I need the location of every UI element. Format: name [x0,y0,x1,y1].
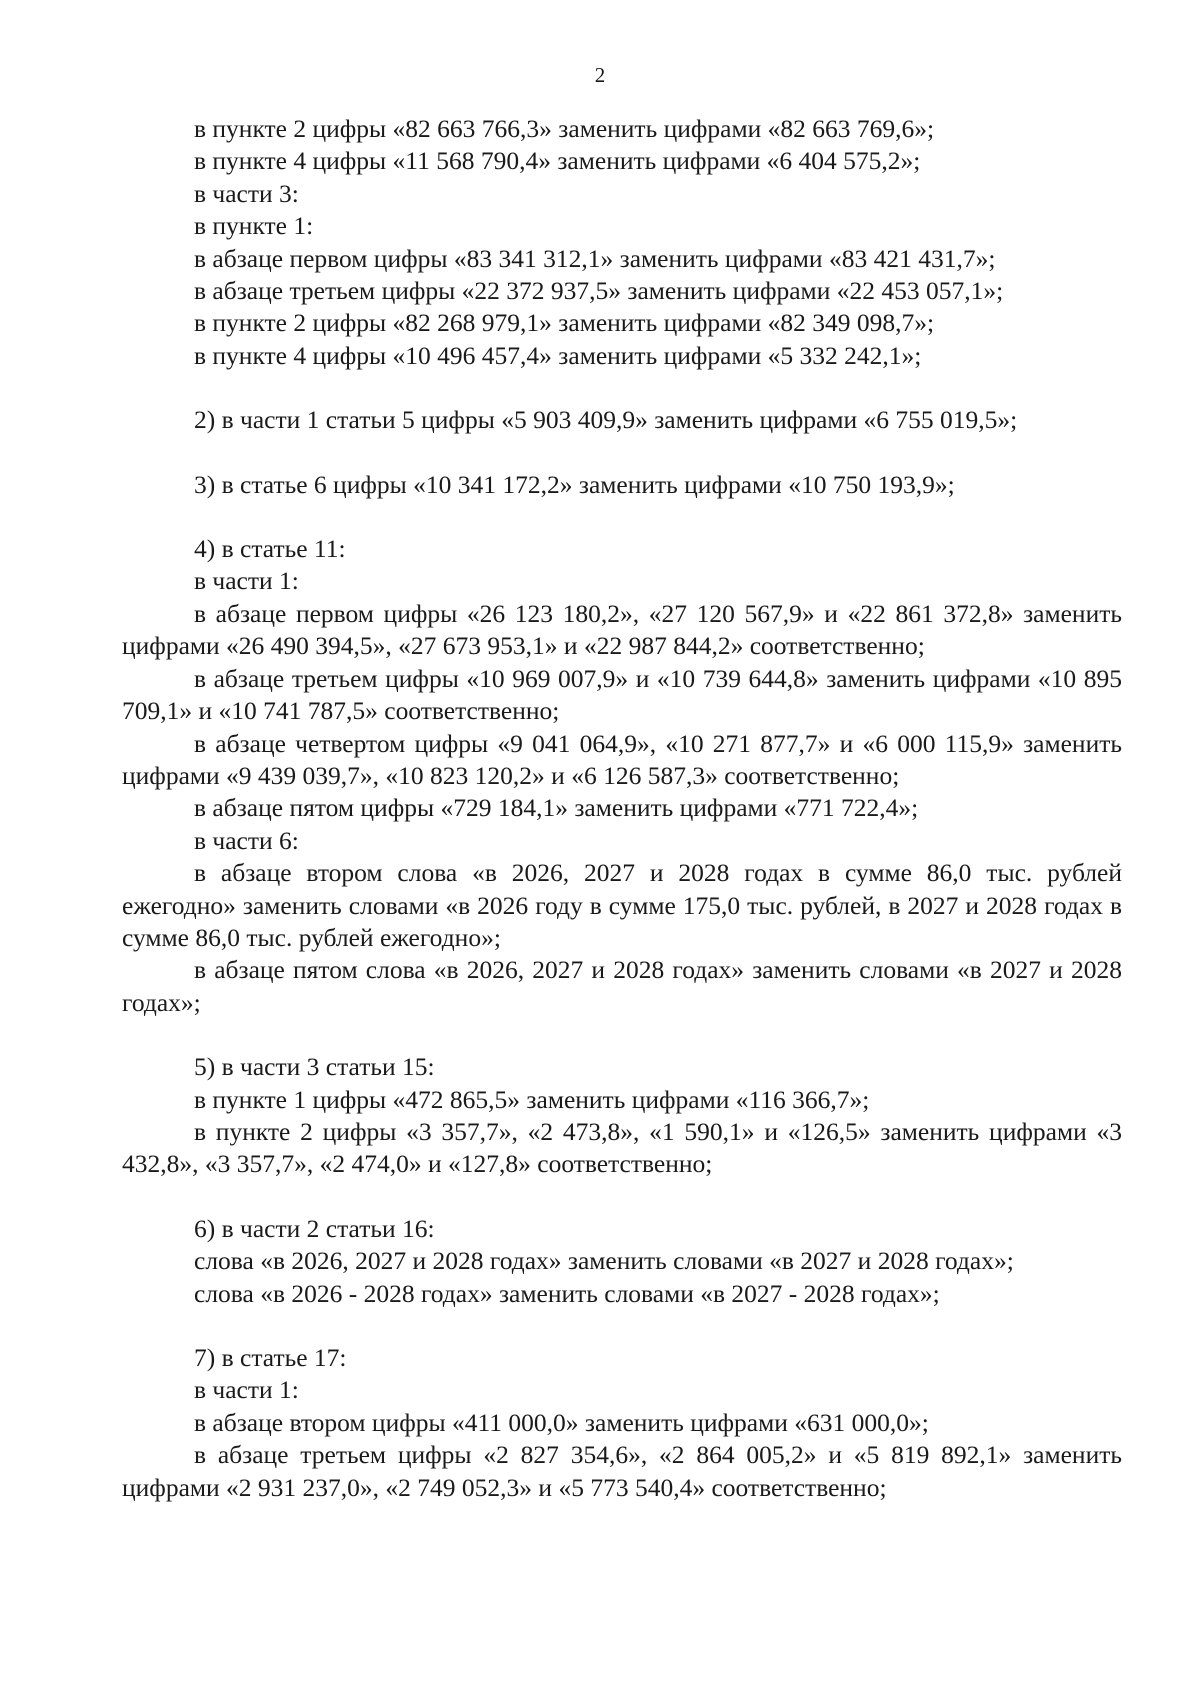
spacer [122,372,1122,404]
paragraph: в абзаце третьем цифры «22 372 937,5» заменить цифрами «22 453 057,1»; [194,276,1004,306]
paragraph: в абзаце первом цифры «26 123 180,2», «27 120 567,9» и «22 861 372,8» заменить цифрами «26 490 394,5», «27 673 953,1» и «22 987 844,2» соответственно; [122,598,1122,661]
paragraph: в пункте 1 цифры «472 865,5» заменить цифрами «116 366,7»; [194,1084,870,1114]
paragraph: в абзаце третьем цифры «2 827 354,6», «2 864 005,2» и «5 819 892,1» заменить цифрами «2 931 237,0», «2 749 052,3» и «5 773 540,4» соответственно; [122,1440,1122,1502]
paragraph: 7) в статье 17: [194,1343,347,1372]
paragraph: 2) в части 1 статьи 5 цифры «5 903 409,9» заменить цифрами «6 755 019,5»; [194,405,1018,435]
paragraph: 4) в статье 11: [194,534,346,564]
paragraph: 6) в части 2 статьи 16: [194,1213,435,1243]
paragraph: в абзаце первом цифры «83 341 312,1» заменить цифрами «83 421 431,7»; [194,243,996,273]
spacer [122,1310,1122,1342]
paragraph: в пункте 1: [194,211,314,241]
paragraph: в абзаце пятом слова «в 2026, 2027 и 2028 годах» заменить словами «в 2027 и 2028 годах»; [122,955,1122,1017]
paragraph: в пункте 4 цифры «10 496 457,4» заменить цифрами «5 332 242,1»; [194,340,922,370]
paragraph: в части 3: [194,178,299,208]
spacer [122,1019,1122,1051]
spacer [122,1181,1122,1213]
paragraph: в абзаце четвертом цифры «9 041 064,9», «10 271 877,7» и «6 000 115,9» заменить цифрами «9 439 039,7», «10 823 120,2» и «6 126 587,3» соответственно; [122,728,1122,790]
paragraph: слова «в 2026, 2027 и 2028 годах» заменить словами «в 2027 и 2028 годах»; [194,1246,1014,1276]
paragraph: в абзаце третьем цифры «10 969 007,9» и «10 739 644,8» заменить цифрами «10 895 709,1» и «10 741 787,5» соответственно; [122,663,1122,726]
paragraph: в абзаце втором цифры «411 000,0» заменить цифрами «631 000,0»; [194,1407,929,1437]
page-number: 2 [594,63,606,87]
paragraph: в части 1: [194,566,299,596]
paragraph: в абзаце пятом цифры «729 184,1» заменить цифрами «771 722,4»; [194,793,919,823]
paragraph: 3) в статье 6 цифры «10 341 172,2» заменить цифрами «10 750 193,9»; [194,469,955,499]
paragraph: в пункте 2 цифры «82 663 766,3» заменить цифрами «82 663 769,6»; [194,114,935,143]
paragraph: в пункте 2 цифры «82 268 979,1» заменить цифрами «82 349 098,7»; [194,308,935,338]
paragraph: в пункте 4 цифры «11 568 790,4» заменить цифрами «6 404 575,2»; [194,146,921,176]
paragraph: слова «в 2026 - 2028 годах» заменить словами «в 2027 - 2028 годах»; [194,1278,940,1308]
document-body [122,113,1122,1504]
spacer [122,501,1122,533]
paragraph: в части 6: [194,825,299,855]
paragraph: 5) в части 3 статьи 15: [194,1052,435,1082]
paragraph: в пункте 2 цифры «3 357,7», «2 473,8», «1 590,1» и «126,5» заменить цифрами «3 432,8», «3 357,7», «2 474,0» и «127,8» соответственно; [122,1116,1122,1179]
paragraph: в абзаце втором слова «в 2026, 2027 и 2028 годах в сумме 86,0 тыс. рублей ежегодно» заменить словами «в 2026 году в сумме 175,0 тыс. рублей, в 2027 и 2028 годах в сумме 86,0 тыс. рублей ежегодно»; [122,858,1122,952]
paragraph: в части 1: [194,1375,299,1405]
spacer [122,437,1122,469]
